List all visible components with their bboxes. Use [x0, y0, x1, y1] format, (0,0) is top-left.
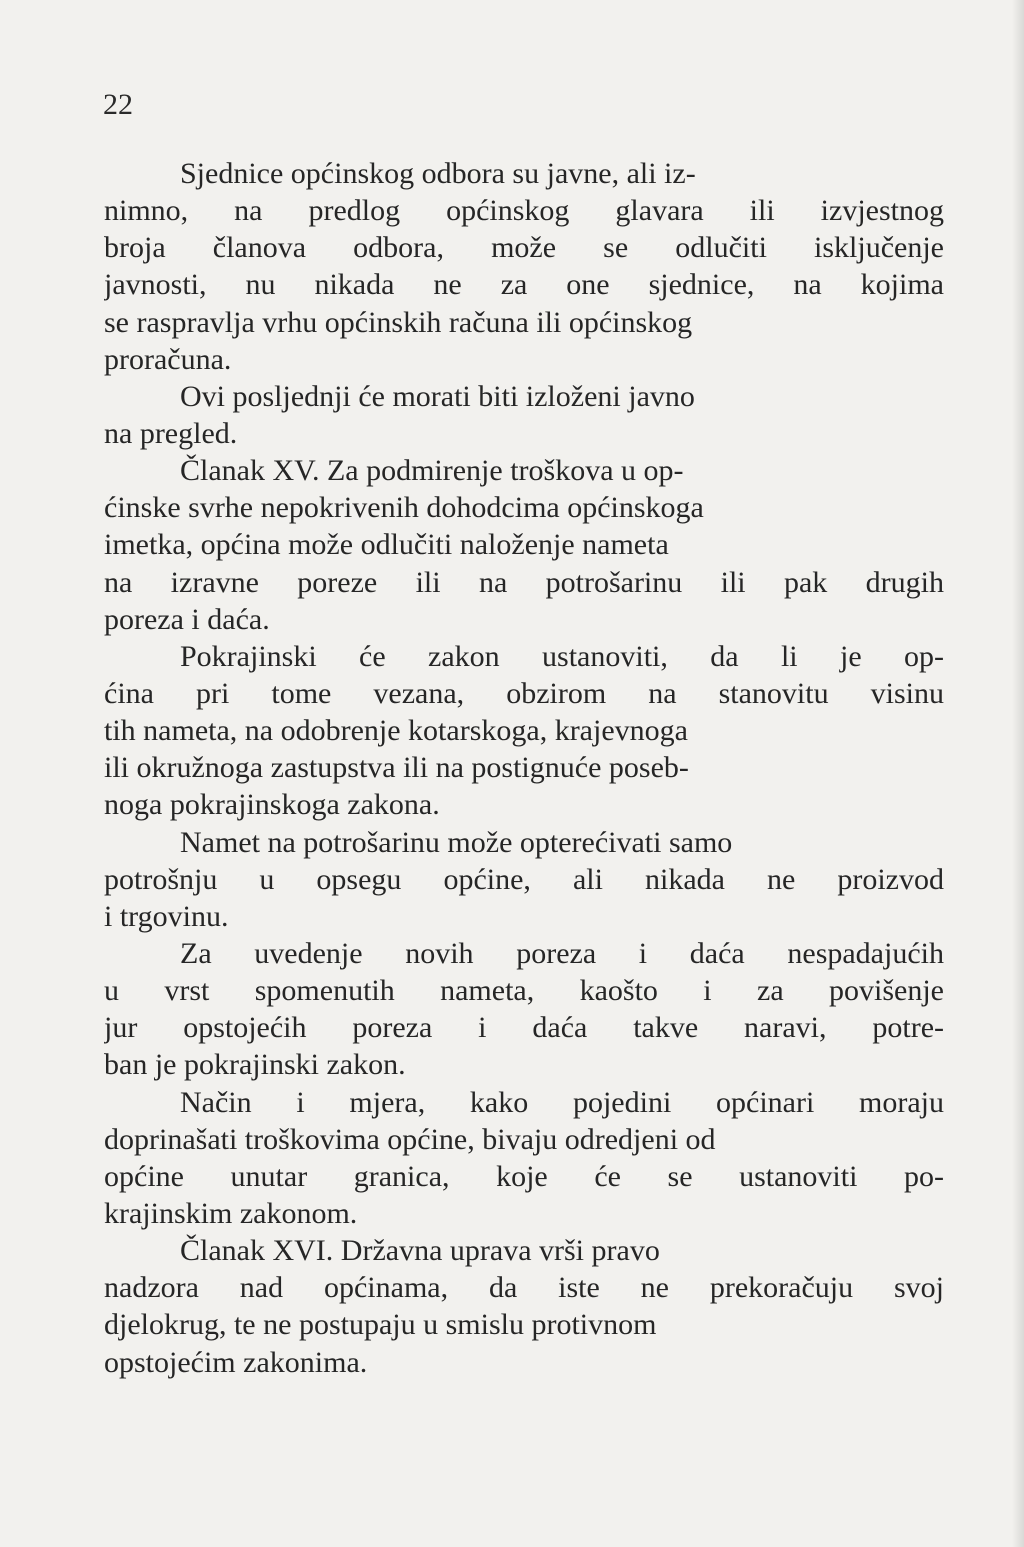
page-edge-shadow	[1012, 0, 1024, 1547]
text-line: noga pokrajinskoga zakona.	[104, 788, 440, 822]
text-line: Namet na potrošarinu može opterećivati samo	[180, 825, 733, 859]
text-line: broja članova odbora, može se odlučiti isključenje	[104, 231, 944, 265]
text-line: opstojećim zakonima.	[104, 1345, 368, 1379]
text-line: ćina pri tome vezana, obzirom na stanovitu visinu	[104, 676, 944, 710]
text-line: Način i mjera, kako pojedini općinari moraju	[180, 1085, 944, 1119]
text-line: općine unutar granica, koje će se ustanoviti po-	[104, 1159, 944, 1193]
text-line: Članak XVI. Državna uprava vrši pravo	[180, 1234, 660, 1268]
text-line: na pregled.	[104, 416, 238, 450]
text-line: Ovi posljednji će morati biti izloženi javno	[180, 379, 695, 413]
text-line: Za uvedenje novih poreza i daća nespadajućih	[180, 936, 944, 970]
text-line: potrošnju u opsegu općine, ali nikada ne proizvod	[104, 862, 944, 896]
text-line: poreza i daća.	[104, 602, 270, 636]
page-body-text	[104, 155, 944, 1381]
text-line: ćinske svrhe nepokrivenih dohodcima općinskoga	[104, 491, 704, 525]
text-line: nimno, na predlog općinskog glavara ili izvjestnog	[104, 194, 944, 228]
text-line: Članak XV. Za podmirenje troškova u op-	[180, 454, 684, 488]
text-line: imetka, općina može odlučiti naloženje nameta	[104, 528, 669, 562]
text-line: se raspravlja vrhu općinskih računa ili općinskog	[104, 305, 693, 339]
text-line: nadzora nad općinama, da iste ne prekoračuju svoj	[104, 1271, 944, 1305]
text-line: Pokrajinski će zakon ustanoviti, da li je op-	[180, 639, 944, 673]
text-line: jur opstojećih poreza i daća takve naravi, potre-	[104, 1011, 944, 1045]
text-line: tih nameta, na odobrenje kotarskoga, krajevnoga	[104, 714, 688, 748]
text-line: krajinskim zakonom.	[104, 1196, 358, 1230]
text-line: i trgovinu.	[104, 899, 229, 933]
text-line: djelokrug, te ne postupaju u smislu protivnom	[104, 1308, 657, 1342]
text-line: ili okružnoga zastupstva ili na postignuće poseb-	[104, 751, 689, 785]
page-number: 22	[103, 88, 133, 121]
text-line: u vrst spomenutih nameta, kaošto i za povišenje	[104, 974, 944, 1008]
text-line: javnosti, nu nikada ne za one sjednice, na kojima	[104, 268, 944, 302]
text-line: Sjednice općinskog odbora su javne, ali iz-	[180, 157, 696, 190]
text-line: na izravne poreze ili na potrošarinu ili pak drugih	[104, 565, 944, 599]
text-line: ban je pokrajinski zakon.	[104, 1048, 406, 1082]
text-line: proračuna.	[104, 342, 232, 376]
text-line: doprinašati troškovima općine, bivaju odredjeni od	[104, 1122, 716, 1156]
